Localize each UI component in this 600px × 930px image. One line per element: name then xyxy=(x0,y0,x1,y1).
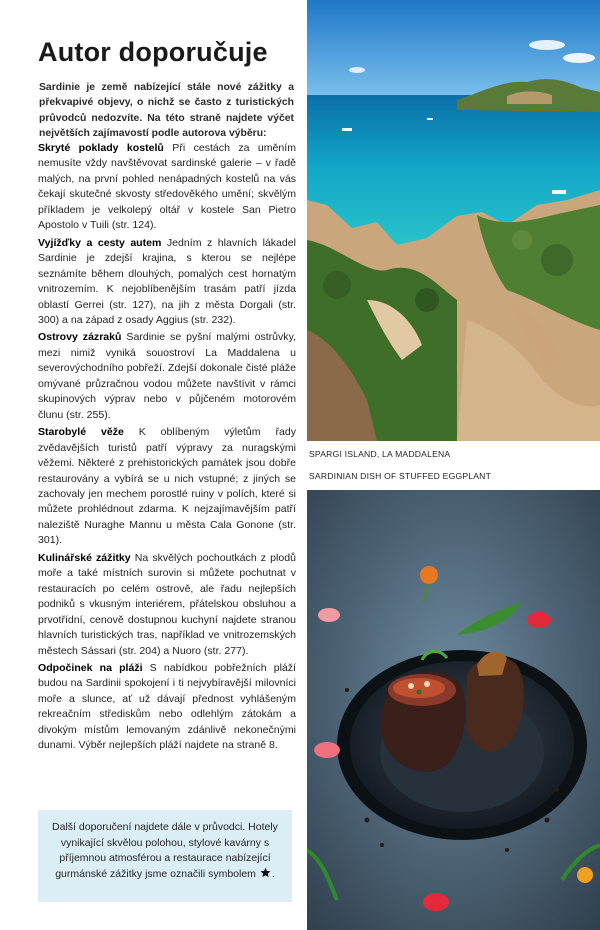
stuffed-eggplant-photo xyxy=(307,490,600,930)
recommendation-text: Při cestách za uměním nemusíte vždy navštěvovat sardinské galerie – v řadě malých, na první pohled nenápadných kostelů na vás čekají skutečné skvosty středověkého umění; skvělým příkladem je velkolepý oltář v kostele San Pietro Apostolo v Tuili (str. 124). xyxy=(38,142,296,232)
info-box xyxy=(38,810,292,902)
intro-paragraph: Sardinie je země nabízející stále nové zážitky a překvapivé objevy, o nichž se často z turistických průvodců nedozvíte. Na této straně najdete výčet největších zajímavostí podle autorova výběru: xyxy=(39,82,294,140)
info-box-text: Další doporučení najdete dále v průvodci. Hotely vynikající skvělou polohou, stylové kavárny s příjemnou atmosférou a restaurace nabízející gurmánské zážitky jsme označili symbolem . xyxy=(52,821,278,880)
photo-caption: SPARGI ISLAND, LA MADDALENA xyxy=(309,449,451,459)
recommendation-heading: Ostrovy zázraků xyxy=(38,331,122,344)
recommendation-heading: Starobylé věže xyxy=(38,426,124,439)
recommendations-list xyxy=(38,141,296,756)
recommendation-text: S nabídkou pobřežních pláží budou na Sardinii spokojení i ti nejvybíravější milovníci moře a slunce, ať už dávají přednost vyhlášeným rekreačním střediskům nebo odlehlým zátokám a divokým místům lemovaným zdánlivě nekonečnými dunami. Výběr nejlepších pláží najdete na straně 8. xyxy=(38,661,296,752)
recommendation-heading: Odpočinek na pláži xyxy=(38,661,143,674)
recommendation-text: Na skvělých pochoutkách z plodů moře a také místních surovin si můžete pochutnat v restauracích po celém ostrově, ale řadu nejlepších podniků s vkusným interiérem, přátelskou obsluhou a prvotřídní, cenově dostupnou kuchyní najdete stranou hlavních turistických tras, například ve vnitrozemských městech Sássari (str. 204) a Nuoro (str. 277). xyxy=(38,551,296,657)
spargi-island-photo xyxy=(307,0,600,441)
recommendation-text: K oblíbeným výletům řady zvědavějších turistů patří výpravy za nuragskými věžemi. Některé z prehistorických památek jsou dobře restaurovány a vybírá se u nich vstupné; z jiných se zachovaly jen mechem porostlé ruiny v polích, které si můžete prohlédnout zdarma. K nejzajímavějším patří naleziště Nuraghe Mannu u města Cala Gonone (str. 301). xyxy=(38,426,296,547)
recommendation-heading: Skryté poklady kostelů xyxy=(38,142,164,154)
image-column xyxy=(307,0,600,930)
recommendation-text: Jedním z hlavních lákadel Sardinie je zdejší krajina, s kterou se nejlépe seznámíte během dlouhých, pomalých cest hornatým vnitrozemím. K nejoblíbenějším trasám patří jízda oblastí Gerrei (str. 127), na jih z města Dorgali (str. 300) a na západ z osady Aggius (str. 232). xyxy=(38,236,296,326)
recommendation-item xyxy=(38,425,296,549)
recommendation-item xyxy=(38,236,296,329)
recommendation-item xyxy=(38,330,296,423)
star-icon xyxy=(260,867,271,878)
recommendation-item xyxy=(38,141,296,234)
recommendation-item xyxy=(38,661,296,754)
recommendation-heading: Vyjížďky a cesty autem xyxy=(38,236,162,249)
photo-caption: SARDINIAN DISH OF STUFFED EGGPLANT xyxy=(309,471,492,481)
recommendation-item xyxy=(38,551,296,659)
recommendation-heading: Kulinářské zážitky xyxy=(38,551,131,564)
page-title: Autor doporučuje xyxy=(38,37,268,67)
recommendation-text: Sardinie se pyšní malými ostrůvky, mezi nimiž vyniká souostroví La Maddalena u severovýchodního pobřeží. Zdejší dokonale čisté pláže omývané průzračnou vodou můžete navštívit v rámci skupinových výprav nebo v půjčeném motorovém člunu (str. 255). xyxy=(38,331,296,421)
